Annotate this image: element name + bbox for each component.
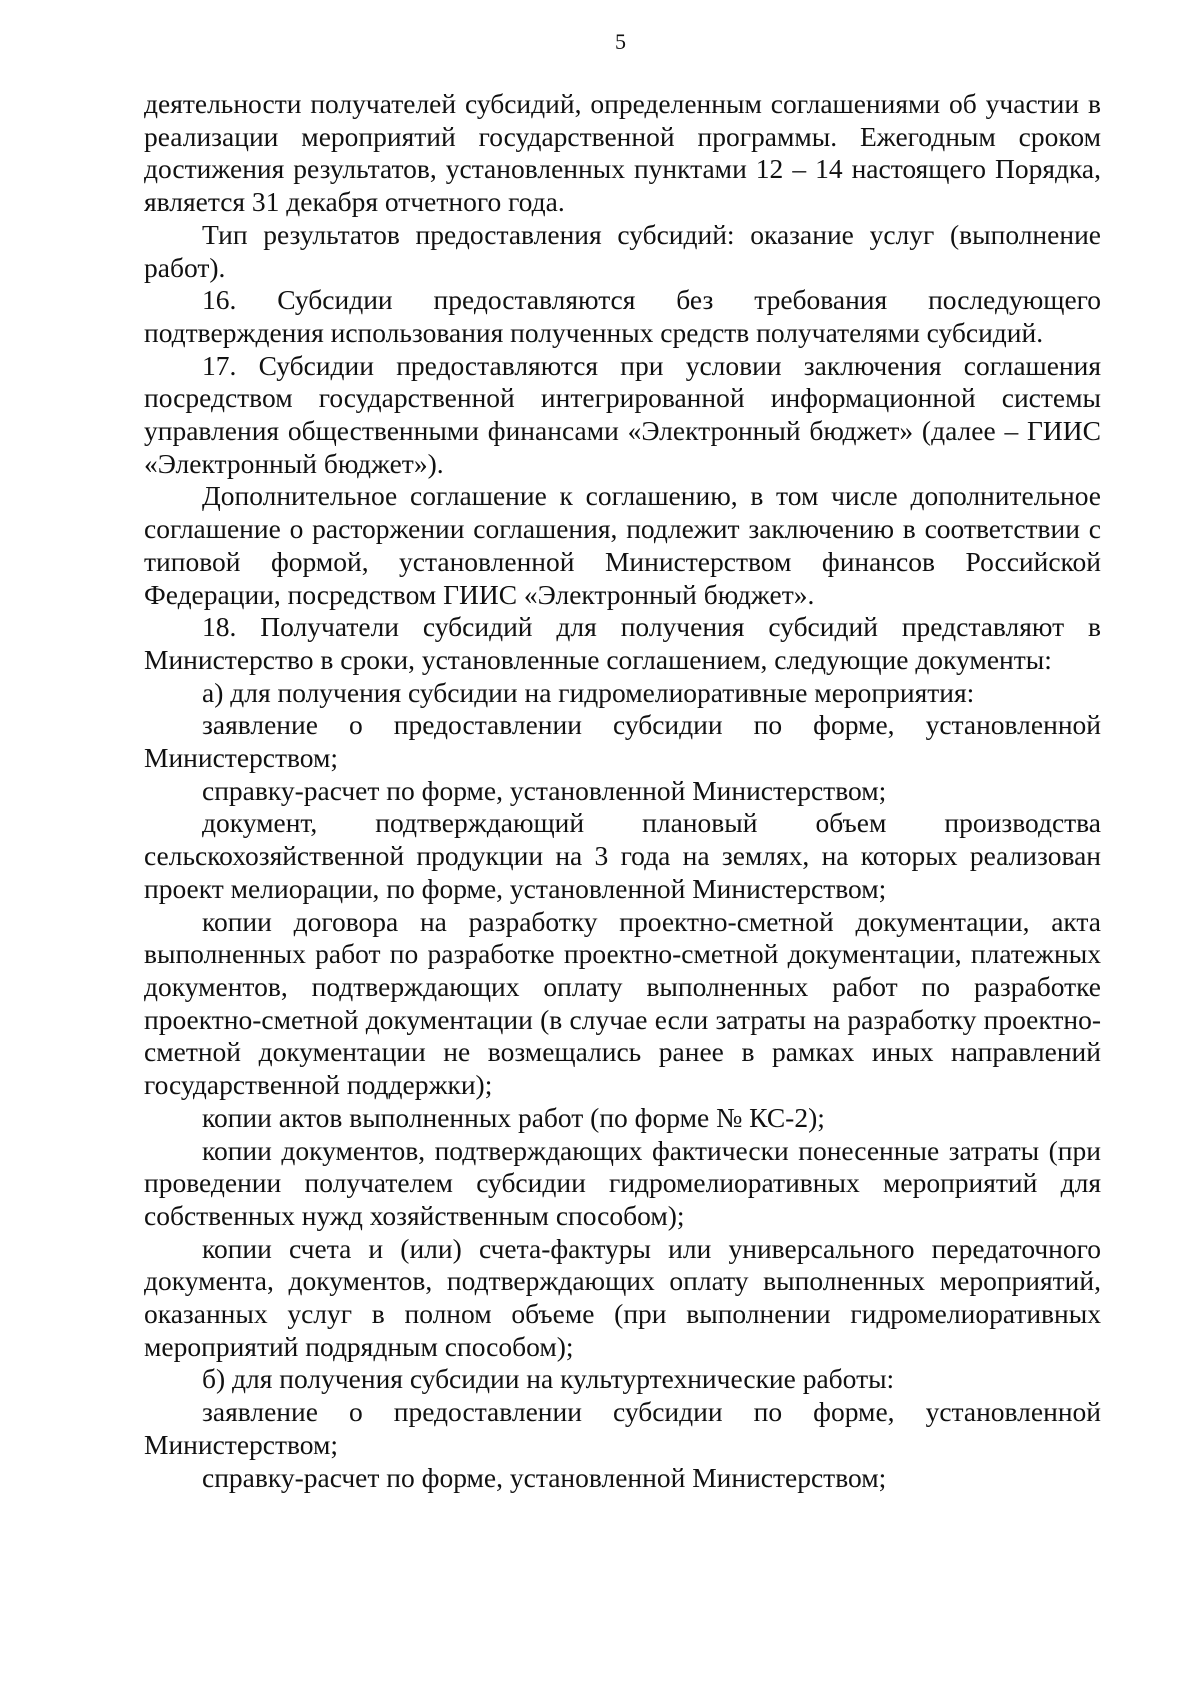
list-item-invoices: копии счета и (или) счета-фактуры или универсального передаточного документа, документов, подтверждающих оплату выполненных мероприятий, оказанных услуг в полном объеме (при выполнении гидромелиоративных мероприятий подрядным способом); [144, 1232, 1101, 1362]
document-body [144, 88, 1101, 1494]
paragraph-additional-agreement: Дополнительное соглашение к соглашению, в том числе дополнительное соглашение о расторжении соглашения, подлежит заключению в соответствии с типовой формой, установленной Министерством финансов Российской Федерации, посредством ГИИС «Электронный бюджет». [144, 480, 1101, 610]
list-item-calculation-a: справку-расчет по форме, установленной Министерством; [202, 774, 887, 806]
list-item-application-a: заявление о предоставлении субсидии по форме, установленной Министерством; [144, 709, 1101, 774]
paragraph-results-deadline: деятельности получателей субсидий, определенным соглашениями об участии в реализации мероприятий государственной программы. Ежегодным сроком достижения результатов, установленных пунктами 12 – 14 настоящего Порядка, является 31 декабря отчетного года. [144, 88, 1101, 218]
list-item-calculation-b: справку-расчет по форме, установленной Министерством; [202, 1461, 887, 1493]
paragraph-item-18: 18. Получатели субсидий для получения субсидий представляют в Министерство в сроки, установленные соглашением, следующие документы: [144, 611, 1101, 675]
paragraph-item-16: 16. Субсидии предоставляются без требования последующего подтверждения использования полученных средств получателями субсидий. [144, 284, 1101, 348]
paragraph-item-17: 17. Субсидии предоставляются при условии заключения соглашения посредством государственной интегрированной информационной системы управления общественными финансами «Электронный бюджет» (далее – ГИИС «Электронный бюджет»). [144, 349, 1101, 479]
list-item-actual-costs: копии документов, подтверждающих фактически понесенные затраты (при проведении получателем субсидии гидромелиоративных мероприятий для собственных нужд хозяйственным способом); [144, 1134, 1101, 1231]
paragraph-results-type: Тип результатов предоставления субсидий: оказание услуг (выполнение работ). [144, 218, 1101, 283]
list-item-ks2-acts: копии актов выполненных работ (по форме № КС-2); [202, 1101, 825, 1133]
list-item-production-volume: документ, подтверждающий плановый объем производства сельскохозяйственной продукции на 3 года на землях, на которых реализован проект мелиорации, по форме, установленной Министерством; [144, 807, 1101, 904]
list-item-application-b: заявление о предоставлении субсидии по форме, установленной Министерством; [144, 1396, 1101, 1460]
list-item-design-documents: копии договора на разработку проектно-сметной документации, акта выполненных работ по разработке проектно-сметной документации, платежных документов, подтверждающих оплату выполненных работ по разработке проектно-сметной документации (в случае если затраты на разработку проектно-сметной документации не возмещались ранее в рамках иных направлений государственной поддержки); [144, 905, 1101, 1101]
page-number: 5 [615, 29, 626, 54]
paragraph-subitem-a: а) для получения субсидии на гидромелиоративные мероприятия: [202, 676, 975, 708]
paragraph-subitem-b: б) для получения субсидии на культуртехнические работы: [202, 1363, 895, 1395]
